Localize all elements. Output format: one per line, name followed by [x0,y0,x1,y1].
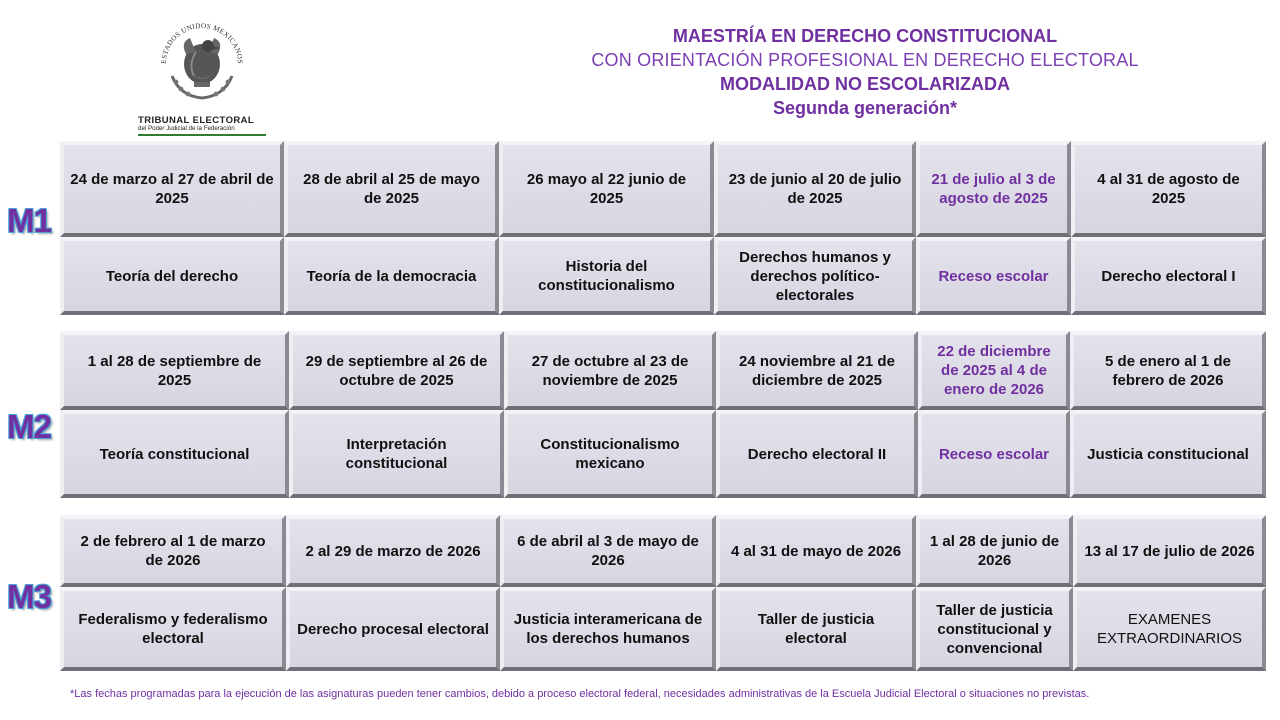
date-cell: 2 al 29 de marzo de 2026 [286,515,500,587]
subjects-row [60,237,1266,315]
dates-row [60,141,1266,237]
subject-cell: Taller de justicia constitucional y convencional [916,587,1073,671]
date-cell: 13 al 17 de julio de 2026 [1073,515,1266,587]
subject-cell: EXAMENES EXTRAORDINARIOS [1073,587,1266,671]
subjects-row [60,587,1266,671]
recess-cell: Receso escolar [916,237,1071,315]
date-cell: 26 mayo al 22 junio de 2025 [499,141,714,237]
recess-cell: Receso escolar [918,410,1070,498]
subject-cell: Teoría constitucional [60,410,289,498]
institution-name: TRIBUNAL ELECTORAL [138,115,255,126]
footnote: *Las fechas programadas para la ejecución de las asignaturas pueden tener cambios, debido a proceso electoral federal, necesidades administrativas de la Escuela Judicial Electoral o situaciones no previstas. [70,688,1090,700]
institution-logo [136,12,268,132]
date-cell: 1 al 28 de junio de 2026 [916,515,1073,587]
page-header [560,24,1170,120]
date-cell: 4 al 31 de mayo de 2026 [716,515,916,587]
subject-cell: Teoría del derecho [60,237,284,315]
date-cell: 24 de marzo al 27 de abril de 2025 [60,141,284,237]
date-cell: 23 de junio al 20 de julio de 2025 [714,141,916,237]
date-cell: 28 de abril al 25 de mayo de 2025 [284,141,499,237]
subjects-row [60,410,1266,498]
subject-cell: Constitucionalismo mexicano [504,410,716,498]
subject-cell: Derechos humanos y derechos político-electorales [714,237,916,315]
module-label-m2: M2 [7,408,51,445]
date-cell: 2 de febrero al 1 de marzo de 2026 [60,515,286,587]
module-label-m1: M1 [7,202,51,239]
subject-cell: Derecho electoral I [1071,237,1266,315]
subject-cell: Justicia interamericana de los derechos humanos [500,587,716,671]
subject-cell: Teoría de la democracia [284,237,499,315]
subject-cell: Historia del constitucionalismo [499,237,714,315]
seal-text: ESTADOS UNIDOS MEXICANOS [159,21,245,65]
subject-cell: Taller de justicia electoral [716,587,916,671]
program-modality: MODALIDAD NO ESCOLARIZADA [720,74,1010,94]
date-cell: 6 de abril al 3 de mayo de 2026 [500,515,716,587]
recess-date-cell: 21 de julio al 3 de agosto de 2025 [916,141,1071,237]
subject-cell: Derecho procesal electoral [286,587,500,671]
module-block-m3 [60,515,1266,671]
dates-row [60,331,1266,410]
coat-of-arms-icon [136,12,268,112]
module-block-m1 [60,141,1266,315]
subject-cell: Interpretación constitucional [289,410,504,498]
date-cell: 24 noviembre al 21 de diciembre de 2025 [716,331,918,410]
date-cell: 27 de octubre al 23 de noviembre de 2025 [504,331,716,410]
program-title: MAESTRÍA EN DERECHO CONSTITUCIONAL [672,26,1058,46]
dates-row [60,515,1266,587]
date-cell: 1 al 28 de septiembre de 2025 [60,331,289,410]
date-cell: 4 al 31 de agosto de 2025 [1071,141,1266,237]
program-generation: Segunda generación* [772,98,958,118]
recess-date-cell: 22 de diciembre de 2025 al 4 de enero de 2026 [918,331,1070,410]
date-cell: 5 de enero al 1 de febrero de 2026 [1070,331,1266,410]
subject-cell: Derecho electoral II [716,410,918,498]
program-subtitle: CON ORIENTACIÓN PROFESIONAL EN DERECHO ELECTORAL [591,50,1139,70]
logo-underline [138,134,266,136]
subject-cell: Federalismo y federalismo electoral [60,587,286,671]
module-block-m2 [60,331,1266,498]
subject-cell: Justicia constitucional [1070,410,1266,498]
date-cell: 29 de septiembre al 26 de octubre de 2025 [289,331,504,410]
module-label-m3: M3 [7,578,51,615]
institution-subname: del Poder Judicial de la Federación [138,125,235,132]
